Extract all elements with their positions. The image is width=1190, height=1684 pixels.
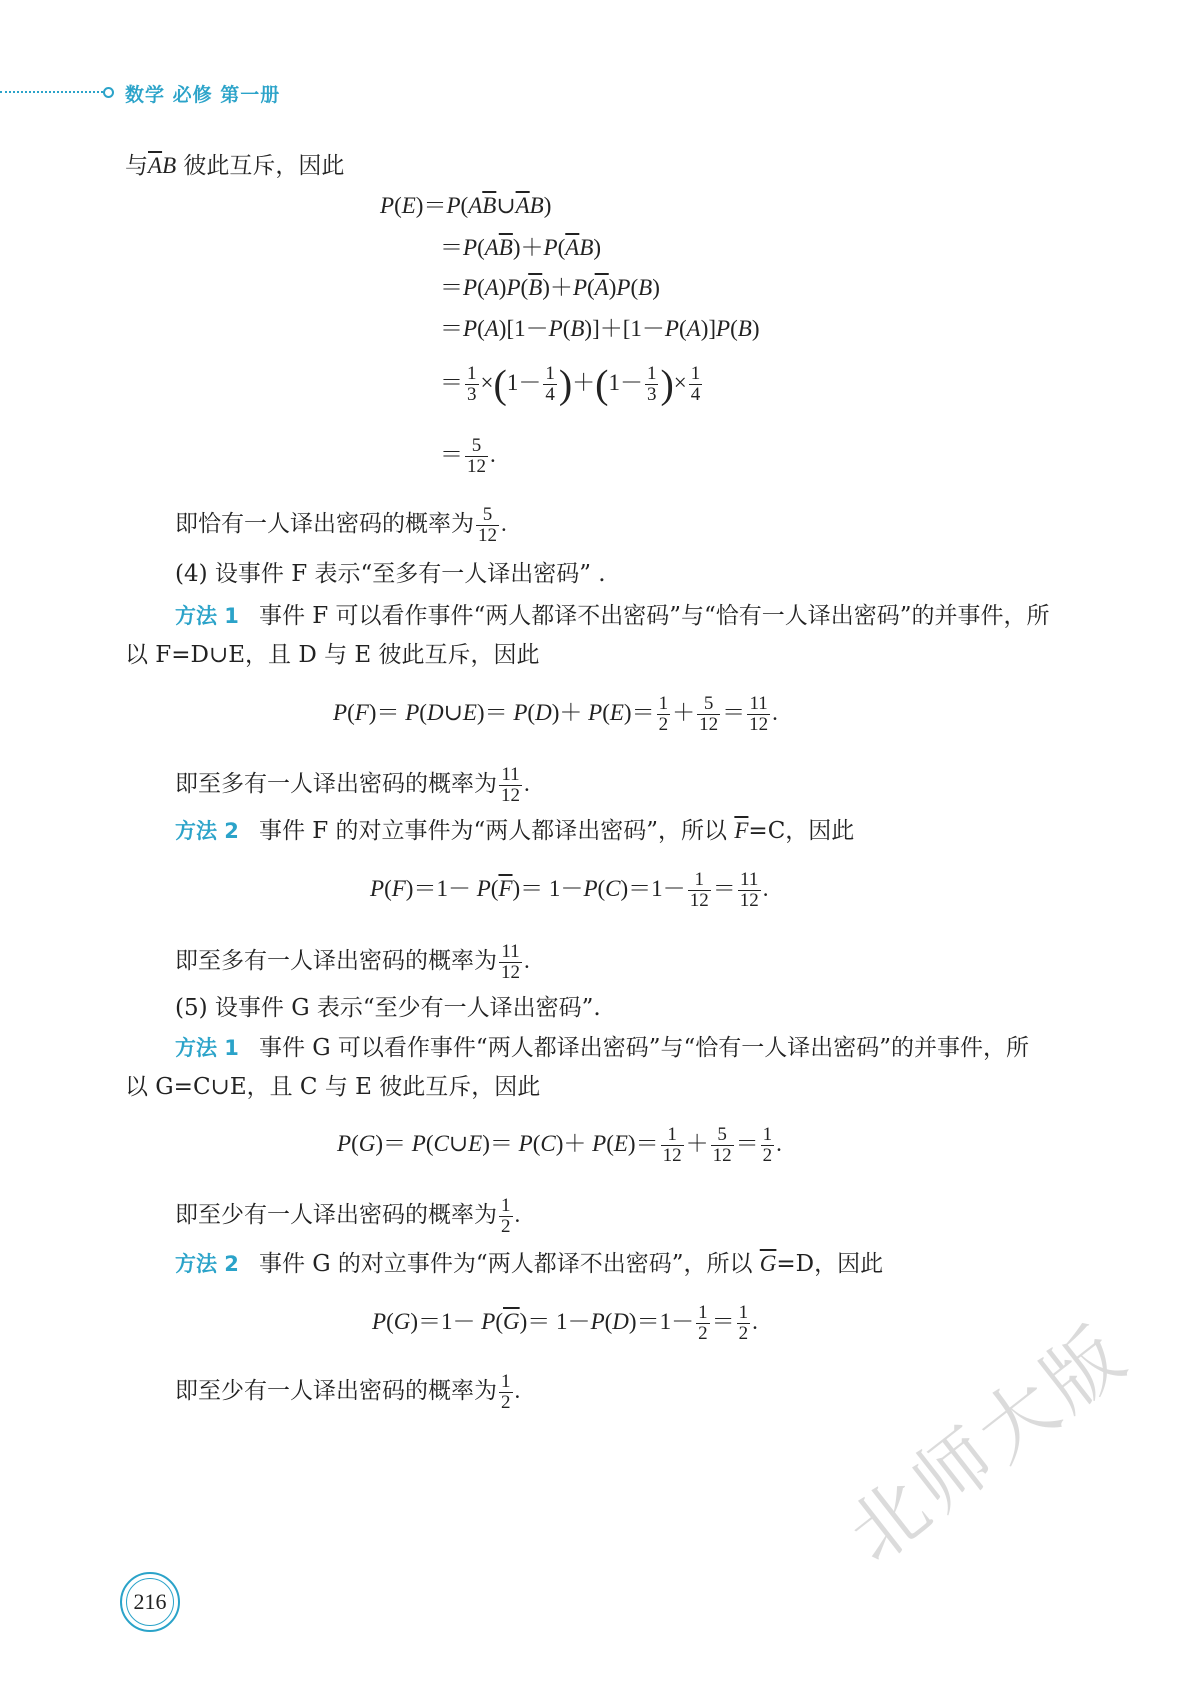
part4-method2: 方法 2 事件 F 的对立事件为“两人都译出密码”，所以 $\overline{F}=C$，因此 [175,818,855,844]
pe-line-2: $=P(A\overline{B})+P(\overline{A}B)$ [440,235,602,260]
pg-method2-equation: $P(G)=1- P(\overline{G})= 1-P(D)=1-$ $\frac{1}{2}$ ＝ $\frac{1}{2}$ . [372,1302,758,1344]
running-title: 数学 必修 第一册 [125,84,281,106]
pe-line-5: ＝ $\frac{1}{3}$ ×(1－ $\frac{1}{4}$ )＋(1－ $\frac{1}{3}$ )× $\frac{1}{4}$ [440,361,701,407]
part5-method2: 方法 2 事件 G 的对立事件为“两人都译不出密码”，所以 $\overline{G}=D$，因此 [175,1251,884,1277]
pe-line-6: ＝ $\frac{5}{12}$ . [440,435,496,477]
conclusion-at-least-one-1: 即至少有一人译出密码的概率为 $\frac{1}{2}$ . [175,1195,521,1237]
method-label: 方法 2 [175,819,239,843]
page-number: 216 [120,1572,180,1632]
intro-line: 与$\overline{A}B$ 彼此互斥，因此 [125,153,345,179]
part4-intro: (4) 设事件 F 表示“至多有一人译出密码” . [175,561,606,587]
conclusion-exactly-one: 即恰有一人译出密码的概率为 $\frac{5}{12}$ . [175,504,507,546]
header-dot [103,87,114,98]
pe-line-3: $=P(A)P(\overline{B})+P(\overline{A})P(B)$ [440,275,660,300]
conclusion-at-most-one-1: 即至多有一人译出密码的概率为 $\frac{11}{12}$ . [175,764,530,806]
part4-method1: 方法 1 事件 F 可以看作事件“两人都译不出密码”与“恰有一人译出密码”的并事件，所 [175,603,1050,629]
publisher-watermark: 北师大版 [831,1307,1145,1580]
header-rule [0,91,103,93]
pg-method1-equation: P(G)＝ P(C∪E)＝ P(C)＋ P(E)＝ $\frac{1}{12}$ ＋ $\frac{5}{12}$ ＝ $\frac{1}{2}$ . [337,1124,782,1166]
conclusion-at-most-one-2: 即至多有一人译出密码的概率为 $\frac{11}{12}$ . [175,941,530,983]
part5-method1: 方法 1 事件 G 可以看作事件“两人都译出密码”与“恰有一人译出密码”的并事件，所 [175,1035,1029,1061]
pe-line-4: ＝P(A)[1－P(B)]＋[1－P(A)]P(B) [440,316,760,341]
pe-line-1: $P(E)=P(A\overline{B}\cup\overline{A}B)$ [380,193,552,218]
pf-method2-equation: $P(F)=1- P(\overline{F})= 1-P(C)=1-$ $\frac{1}{12}$ ＝ $\frac{11}{12}$ . [370,869,769,911]
method-label: 方法 1 [175,604,239,628]
conclusion-at-least-one-2: 即至少有一人译出密码的概率为 $\frac{1}{2}$ . [175,1371,521,1413]
part4-method1-cont: 以 F=D∪E，且 D 与 E 彼此互斥，因此 [125,642,540,668]
method-label: 方法 1 [175,1036,239,1060]
part5-method1-cont: 以 G=C∪E，且 C 与 E 彼此互斥，因此 [125,1074,541,1100]
method-label: 方法 2 [175,1252,239,1276]
part5-intro: (5) 设事件 G 表示“至少有一人译出密码”. [175,995,601,1021]
pf-method1-equation: P(F)＝ P(D∪E)＝ P(D)＋ P(E)＝ $\frac{1}{2}$ ＋ $\frac{5}{12}$ ＝ $\frac{11}{12}$ . [333,693,778,735]
